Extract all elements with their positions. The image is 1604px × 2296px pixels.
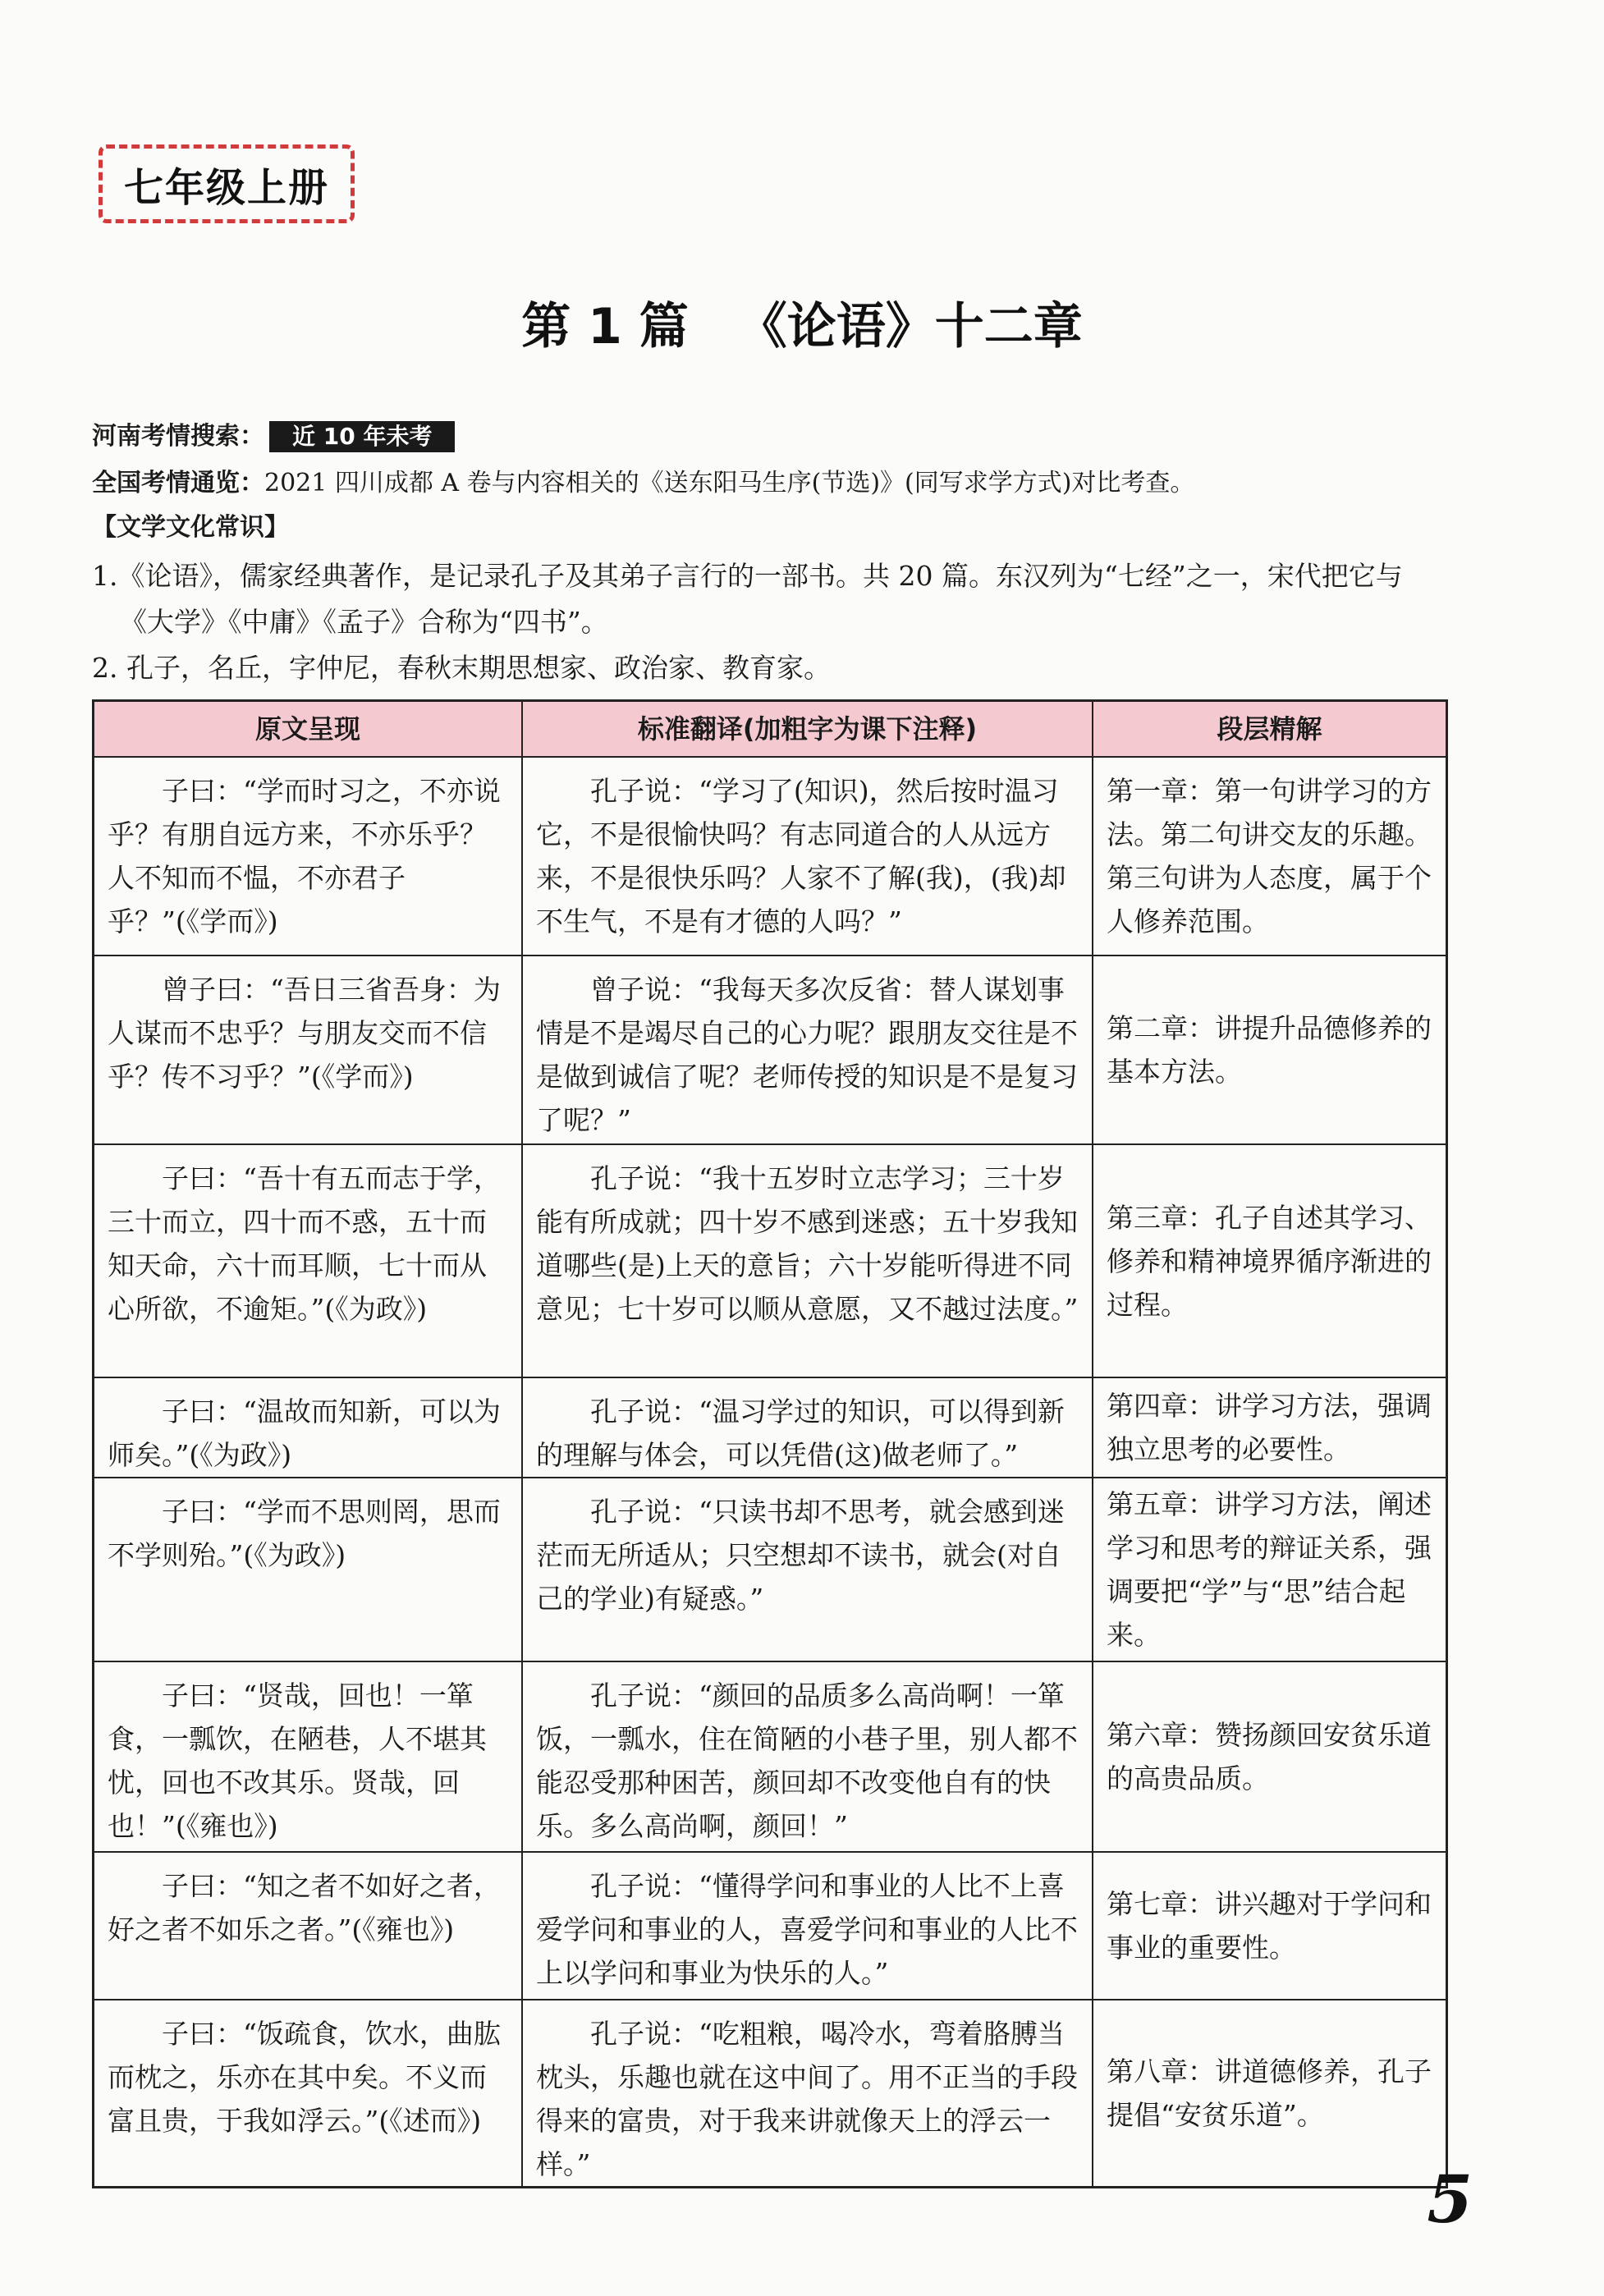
header-analysis: 段层精解 xyxy=(1092,702,1446,756)
original-text: 子曰：“饭疏食，饮水，曲肱而枕之，乐亦在其中矣。不义而富且贵，于我如浮云。”(《述而》) xyxy=(108,2018,501,2137)
analects-table xyxy=(92,699,1448,2188)
original-text: 子曰：“知之者不如好之者，好之者不如乐之者。”(《雍也》) xyxy=(108,1870,501,1945)
original-text: 子曰：“学而时习之，不亦说乎？有朋自远方来，不亦乐乎？人不知而不愠，不亦君子乎？”(《学而》) xyxy=(108,775,501,937)
chapter-name: 《论语》十二章 xyxy=(737,298,1083,355)
table-row xyxy=(94,1999,1446,2186)
analysis-text: 第六章：赞扬颜回安贫乐道的高贵品质。 xyxy=(1092,1662,1446,1851)
culture-item-1-line-2: 《大学》《中庸》《孟子》合称为“四书”。 xyxy=(120,606,608,638)
national-exam-line xyxy=(92,461,1455,506)
chapter-number: 第 1 篇 xyxy=(521,298,689,355)
analysis-text: 第五章：讲学习方法，阐述学习和思考的辩证关系，强调要把“学”与“思”结合起来。 xyxy=(1092,1478,1446,1661)
original-text: 子曰：“温故而知新，可以为师矣。”(《为政》) xyxy=(108,1395,501,1471)
table-row xyxy=(94,1851,1446,1999)
culture-section-title: 【文学文化常识】 xyxy=(92,513,289,542)
original-text: 曾子曰：“吾日三省吾身：为人谋而不忠乎？与朋友交而不信乎？传不习乎？”(《学而》) xyxy=(108,974,501,1093)
national-label: 全国考情通览： xyxy=(92,469,264,497)
translation-text: 孔子说：“学习了(知识)，然后按时温习它，不是很愉快吗？有志同道合的人从远方来，不是很快乐吗？人家不了解(我)，(我)却不生气，不是有才德的人吗？” xyxy=(521,758,1092,955)
table-row xyxy=(94,955,1446,1143)
original-text: 子曰：“学而不思则罔，思而不学则殆。”(《为政》) xyxy=(108,1496,501,1571)
original-text: 子曰：“贤哉，回也！一箪食，一瓢饮，在陋巷，人不堪其忧，回也不改其乐。贤哉，回也！”(《雍也》) xyxy=(108,1680,487,1842)
table-row xyxy=(94,756,1446,955)
analysis-text: 第四章：讲学习方法，强调独立思考的必要性。 xyxy=(1092,1378,1446,1477)
analysis-text: 第三章：孔子自述其学习、修养和精神境界循序渐进的过程。 xyxy=(1092,1145,1446,1377)
analysis-text: 第一章：第一句讲学习的方法。第二句讲交友的乐趣。第三句讲为人态度，属于个人修养范围。 xyxy=(1092,758,1446,955)
table-header-row xyxy=(94,702,1446,756)
translation-text: 孔子说：“吃粗粮，喝冷水，弯着胳膊当枕头，乐趣也就在这中间了。用不正当的手段得来的富贵，对于我来讲就像天上的浮云一样。” xyxy=(521,2000,1092,2186)
translation-text: 孔子说：“懂得学问和事业的人比不上喜爱学问和事业的人，喜爱学问和事业的人比不上以学问和事业为快乐的人。” xyxy=(521,1853,1092,1999)
culture-item-1-line-1: 1.《论语》，儒家经典著作，是记录孔子及其弟子言行的一部书。共 20 篇。东汉列为“七经”之一，宋代把它与 xyxy=(92,560,1403,592)
original-text: 子曰：“吾十有五而志于学，三十而立，四十而不惑，五十而知天命，六十而耳顺，七十而从心所欲，不逾矩。”(《为政》) xyxy=(108,1162,501,1325)
grade-label: 七年级上册 xyxy=(99,144,355,223)
chapter-title xyxy=(0,287,1604,358)
analysis-text: 第七章：讲兴趣对于学问和事业的重要性。 xyxy=(1092,1853,1446,1999)
translation-text: 孔子说：“颜回的品质多么高尚啊！一箪饭，一瓢水，住在简陋的小巷子里，别人都不能忍受那种困苦，颜回却不改变他自有的快乐。多么高尚啊，颜回！” xyxy=(521,1662,1092,1851)
header-original: 原文呈现 xyxy=(254,713,360,745)
translation-text: 孔子说：“温习学过的知识，可以得到新的理解与体会，可以凭借(这)做老师了。” xyxy=(521,1378,1092,1477)
table-row xyxy=(94,1377,1446,1477)
culture-item-2: 2. 孔子，名丘，字仲尼，春秋末期思想家、政治家、教育家。 xyxy=(92,652,831,684)
table-row xyxy=(94,1477,1446,1661)
analysis-text: 第二章：讲提升品德修养的基本方法。 xyxy=(1092,956,1446,1143)
henan-label: 河南考情搜索： xyxy=(92,422,264,451)
translation-text: 孔子说：“只读书却不思考，就会感到迷茫而无所适从；只空想却不读书，就会(对自己的学业)有疑惑。” xyxy=(521,1478,1092,1661)
translation-text: 曾子说：“我每天多次反省：替人谋划事情是不是竭尽自己的心力呢？跟朋友交往是不是做到诚信了呢？老师传授的知识是不是复习了呢？” xyxy=(521,956,1092,1143)
henan-exam-line xyxy=(92,415,1455,459)
table-row xyxy=(94,1143,1446,1377)
analysis-text: 第八章：讲道德修养，孔子提倡“安贫乐道”。 xyxy=(1092,2000,1446,2186)
henan-tag: 近 10 年未考 xyxy=(269,421,455,452)
translation-text: 孔子说：“我十五岁时立志学习；三十岁能有所成就；四十岁不感到迷惑；五十岁我知道哪些(是)上天的意旨；六十岁能听得进不同意见；七十岁可以顺从意愿，又不越过法度。” xyxy=(521,1145,1092,1377)
header-translation: 标准翻译(加粗字为课下注释) xyxy=(521,702,1092,756)
national-text: 2021 四川成都 A 卷与内容相关的《送东阳马生序(节选)》(同写求学方式)对比考查。 xyxy=(264,469,1195,497)
table-row xyxy=(94,1661,1446,1851)
page-number: 5 xyxy=(1427,2161,1473,2238)
